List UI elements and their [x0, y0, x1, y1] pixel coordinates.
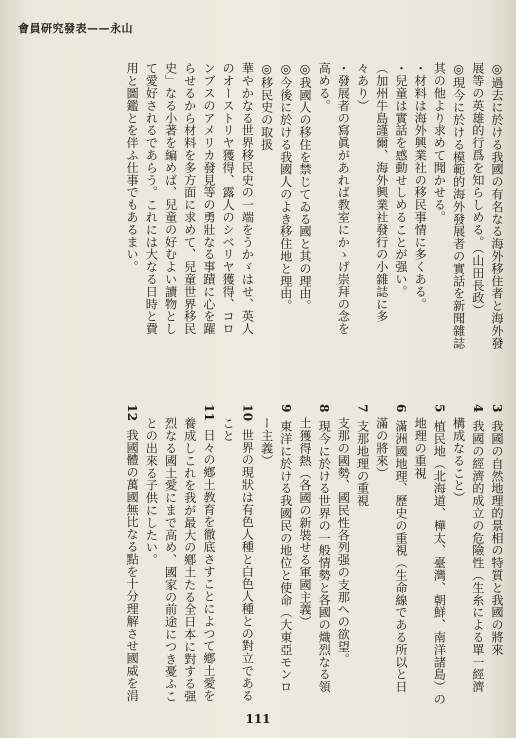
item-number: 5	[432, 404, 447, 413]
item-text: 支那地理の重視	[355, 420, 370, 507]
numbered-item	[237, 404, 256, 704]
item-text: 現今に於ける世界の一般情勢と各國の熾烈なる領	[317, 420, 332, 693]
text-column: ◎我國人の移住を禁じてゐる國と其の理由。	[297, 62, 312, 312]
item-text: ー主義）	[259, 416, 274, 467]
item-text: 支那の國勢、國民性各列强の支那への欲望。	[336, 416, 351, 665]
numbered-item	[276, 404, 295, 704]
text-column: 其の他より求めて聞かせる。	[432, 62, 447, 224]
item-text: 我國の自然地理的景相の特質と我國の將來	[490, 420, 504, 656]
item-text: 滿の將來）	[374, 416, 389, 479]
text-column: らせるから材料を多方面に求めて、兒童世界移民	[182, 62, 197, 335]
text-column: のオーストリヤ獲得、露人のシベリヤ獲得、コロ	[221, 62, 236, 335]
item-continuation	[410, 404, 429, 704]
text-column: て愛好されるであらう。これには大なる日時と費	[144, 62, 159, 335]
text-column: ◎今後に於ける我國人のよき移住地と理由。	[278, 62, 293, 312]
item-number: 7	[355, 404, 370, 413]
text-column: ・兒童は實話を感動せしめることが强い。	[393, 62, 408, 298]
item-continuation	[372, 404, 391, 704]
numbered-item	[429, 404, 448, 704]
text-column: ・材料は海外興業社の移民事情に多くある。	[413, 62, 428, 310]
item-number: 9	[278, 404, 293, 413]
text-column: ◎過去に於ける我國の有名なる海外移住者と海外發	[490, 62, 504, 349]
item-text: との出來る子供にしたい。	[144, 416, 159, 566]
item-text: 養成しこれを我が最大の鄕土たる全日本に對する强	[182, 416, 197, 702]
numbered-item	[199, 404, 218, 704]
item-number: 12	[125, 404, 140, 422]
item-text: 烈なる國土愛にまで高め、國家の前途につき憂ふこ	[163, 416, 178, 702]
item-text: 我國の經濟的成立の危險性（生糸による單一經濟	[470, 420, 485, 693]
running-header: 會員研究發表——永山	[18, 22, 133, 35]
item-number: 6	[393, 404, 408, 413]
text-column: ◎現今に於ける模範的海外發展者の實話を新聞雜誌	[451, 62, 466, 349]
upper-section	[34, 62, 506, 362]
text-column: 史」なる小著を編めば、兒童の好むよい讀物とし	[163, 62, 178, 335]
numbered-item	[122, 404, 141, 704]
item-number: 10	[240, 404, 255, 422]
numbered-item	[352, 404, 371, 704]
item-continuation	[333, 404, 352, 704]
numbered-item	[468, 404, 487, 704]
numbered-item	[391, 404, 410, 704]
item-text: こと	[221, 416, 236, 442]
text-column: ◎移民史の取扱	[259, 62, 274, 151]
item-continuation	[256, 404, 275, 704]
item-continuation	[448, 404, 467, 704]
item-number: 11	[201, 404, 216, 422]
item-continuation	[295, 404, 314, 704]
item-text: 地理の重視	[413, 416, 428, 479]
text-column: 華やかなる世界移民史の一端をうかゞはせ、英人	[240, 62, 255, 335]
item-text: 我國體の萬國無比なる點を十分理解させ國威を涓	[125, 428, 140, 702]
item-text: 日々の鄕土教育を徹底さすことによつて鄕土愛を	[201, 428, 216, 702]
lower-section	[36, 404, 506, 704]
item-number: 4	[470, 404, 485, 413]
item-text: 植民地（北海道、樺太、臺灣、朝鮮、南洋諸島）の	[432, 420, 447, 706]
numbered-item	[487, 404, 506, 704]
text-column: 高める。	[317, 62, 332, 112]
item-text: 東洋に於ける我國民の地位と使命（大東亞モンロ	[278, 420, 293, 693]
item-continuation	[141, 404, 160, 704]
item-text: 滿洲國地理、歷史の重視（生命線である所以と日	[393, 420, 408, 693]
item-continuation	[218, 404, 237, 704]
item-number: 8	[317, 404, 332, 413]
item-text: 世界の現狀は有色人種と白色人種との對立である	[240, 428, 255, 702]
text-column: 用と圖鑑とを伴ふ仕事でもあるまい。	[125, 62, 140, 273]
numbered-item	[314, 404, 333, 704]
text-column: ンブスのアメリカ發見等の勇壯なる事蹟に心を躍	[201, 62, 216, 335]
item-continuation	[180, 404, 199, 704]
text-column: 展等の英雄的行爲を知らしめる。（山田長政）	[470, 62, 485, 317]
page-number: 111	[245, 712, 271, 726]
item-text: 土獲得熱（各國の新裝せる軍國主義）	[297, 416, 312, 628]
item-text: 構成なること）	[451, 416, 466, 504]
text-column: ・發展者の寫眞があれば教室にかゝげ崇拜の念を	[336, 62, 351, 335]
text-column: 々あり）	[355, 62, 370, 112]
item-number: 3	[490, 404, 504, 413]
text-column: （加州牛島謹爾、海外興業社發行の小雜誌に多	[374, 62, 389, 323]
item-continuation	[160, 404, 179, 704]
